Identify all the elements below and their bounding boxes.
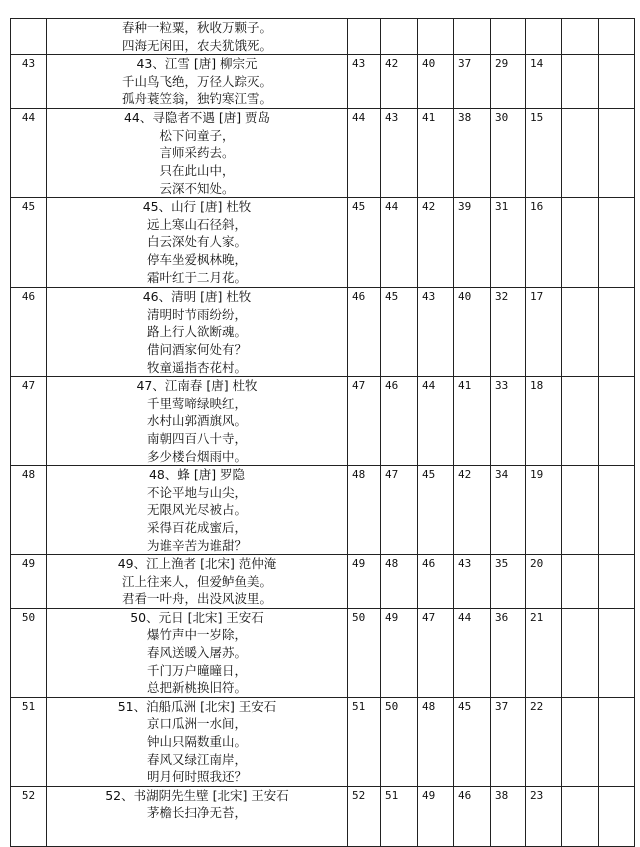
- number-cell: 49: [348, 555, 381, 609]
- number-cell: 19: [526, 466, 562, 555]
- number-cell: 45: [348, 198, 381, 288]
- number-cell: [599, 377, 635, 466]
- poem-line: 爆竹声中一岁除，: [146, 627, 247, 643]
- poem-cell: [47, 608, 348, 697]
- number-cell: 30: [491, 109, 526, 198]
- poem-line: 千里莺啼绿映红，: [146, 395, 247, 411]
- number-cell: [562, 198, 599, 288]
- number-cell: 43: [381, 109, 418, 198]
- number-cell: 48: [381, 555, 418, 609]
- number-cell: 47: [381, 466, 418, 555]
- number-cell: 21: [526, 608, 562, 697]
- number-cell: 17: [526, 288, 562, 377]
- poem-title: 45、山行 [唐] 杜牧: [142, 199, 252, 215]
- number-cell: [562, 786, 599, 846]
- poem-line: 钟山只隔数重山。: [146, 734, 247, 750]
- row-index: 52: [11, 786, 47, 846]
- table-row: [11, 466, 635, 555]
- poem-line: 清明时节雨纷纷，: [146, 306, 247, 322]
- row-index: [11, 19, 47, 55]
- number-cell: 46: [418, 555, 454, 609]
- row-index: 50: [11, 608, 47, 697]
- poem-line: 江上往来人，但爱鲈鱼美。: [121, 573, 272, 589]
- number-cell: 38: [454, 109, 491, 198]
- number-cell: [599, 466, 635, 555]
- number-cell: 50: [348, 608, 381, 697]
- number-cell: 32: [491, 288, 526, 377]
- poem-cell: [47, 555, 348, 609]
- number-cell: [562, 109, 599, 198]
- poem-line: 松下问童子，: [159, 127, 235, 143]
- number-cell: 44: [418, 377, 454, 466]
- number-cell: 44: [454, 608, 491, 697]
- number-cell: 37: [454, 55, 491, 109]
- poem-line: 不论平地与山尖，: [146, 484, 247, 500]
- number-cell: [562, 697, 599, 786]
- number-cell: 42: [418, 198, 454, 288]
- number-cell: [599, 288, 635, 377]
- number-cell: 49: [418, 786, 454, 846]
- table-row: [11, 198, 635, 288]
- poem-line: 远上寒山石径斜，: [146, 216, 247, 232]
- poem-line: 借问酒家何处有？: [146, 341, 247, 357]
- poem-line: 春种一粒粟，秋收万颗子。: [121, 20, 272, 35]
- poem-line: 无限风光尽被占。: [146, 502, 247, 518]
- poem-title: 49、江上渔者 [北宋] 范仲淹: [117, 556, 277, 572]
- number-cell: 46: [381, 377, 418, 466]
- row-index: 47: [11, 377, 47, 466]
- number-cell: 39: [454, 198, 491, 288]
- number-cell: [348, 19, 381, 55]
- number-cell: [562, 19, 599, 55]
- poem-line: 千山鸟飞绝，万径人踪灭。: [121, 73, 272, 89]
- row-index: 48: [11, 466, 47, 555]
- number-cell: 51: [348, 697, 381, 786]
- poem-line: 采得百花成蜜后，: [146, 519, 247, 535]
- poem-cell: [47, 466, 348, 555]
- poem-line: 春风又绿江南岸，: [146, 751, 247, 767]
- poem-line: 路上行人欲断魂。: [146, 324, 247, 340]
- number-cell: [491, 19, 526, 55]
- number-cell: 48: [418, 697, 454, 786]
- poem-cell: [47, 55, 348, 109]
- number-cell: 43: [418, 288, 454, 377]
- poem-cell: [47, 109, 348, 198]
- row-index: 49: [11, 555, 47, 609]
- poem-title: 50、元日 [北宋] 王安石: [130, 609, 264, 625]
- poem-line: 为谁辛苦为谁甜？: [146, 537, 247, 553]
- number-cell: [562, 377, 599, 466]
- number-cell: 46: [348, 288, 381, 377]
- poem-line: 春风送暖入屠苏。: [146, 645, 247, 661]
- table-row: [11, 377, 635, 466]
- number-cell: 20: [526, 555, 562, 609]
- number-cell: 50: [381, 697, 418, 786]
- number-cell: 45: [454, 697, 491, 786]
- number-cell: 40: [454, 288, 491, 377]
- number-cell: 38: [491, 786, 526, 846]
- poem-line: 君看一叶舟，出没风波里。: [121, 591, 272, 607]
- number-cell: [599, 786, 635, 846]
- poem-line: 明月何时照我还？: [146, 769, 247, 785]
- number-cell: [418, 19, 454, 55]
- poem-line: 四海无闲田，农夫犹饿死。: [121, 37, 272, 53]
- number-cell: 44: [348, 109, 381, 198]
- number-cell: 37: [491, 697, 526, 786]
- poem-line: 牧童遥指杏花村。: [146, 359, 247, 375]
- poem-title: 51、泊船瓜洲 [北宋] 王安石: [117, 698, 277, 714]
- number-cell: 14: [526, 55, 562, 109]
- poem-line: 白云深处有人家。: [146, 234, 247, 250]
- poem-line: 水村山郭酒旗风。: [146, 413, 247, 429]
- number-cell: 22: [526, 697, 562, 786]
- number-cell: 43: [454, 555, 491, 609]
- poem-line: 总把新桃换旧符。: [146, 680, 247, 696]
- poem-table: [10, 18, 635, 847]
- number-cell: 16: [526, 198, 562, 288]
- table-row: [11, 608, 635, 697]
- poem-line: 霜叶红于二月花。: [146, 269, 247, 285]
- number-cell: 15: [526, 109, 562, 198]
- poem-line: 南朝四百八十寺，: [146, 430, 247, 446]
- poem-cell: [47, 198, 348, 288]
- number-cell: 42: [381, 55, 418, 109]
- poem-line: 停车坐爱枫林晚，: [146, 251, 247, 267]
- number-cell: [599, 198, 635, 288]
- poem-title: 43、江雪 [唐] 柳宗元: [136, 56, 258, 72]
- poem-line: 千门万户曈曈日，: [146, 662, 247, 678]
- poem-cell: [47, 697, 348, 786]
- number-cell: 18: [526, 377, 562, 466]
- number-cell: [526, 19, 562, 55]
- number-cell: 52: [348, 786, 381, 846]
- number-cell: 47: [418, 608, 454, 697]
- number-cell: 49: [381, 608, 418, 697]
- poem-line: 多少楼台烟雨中。: [146, 448, 247, 464]
- number-cell: 40: [418, 55, 454, 109]
- table-row: [11, 786, 635, 846]
- number-cell: [562, 288, 599, 377]
- poem-line: 京口瓜洲一水间，: [146, 716, 247, 732]
- number-cell: 47: [348, 377, 381, 466]
- number-cell: [599, 555, 635, 609]
- number-cell: [599, 55, 635, 109]
- poem-cell: [47, 377, 348, 466]
- poem-cell: [47, 288, 348, 377]
- poem-line: 茅檐长扫净无苔，: [146, 805, 247, 821]
- number-cell: [599, 608, 635, 697]
- poem-title: 44、寻隐者不遇 [唐] 贾岛: [123, 110, 271, 126]
- number-cell: [381, 19, 418, 55]
- number-cell: 31: [491, 198, 526, 288]
- number-cell: [562, 466, 599, 555]
- poem-cell: [47, 786, 348, 846]
- poem-title: 52、书湖阴先生壁 [北宋] 王安石: [105, 787, 289, 803]
- number-cell: 45: [418, 466, 454, 555]
- poem-title: 48、蜂 [唐] 罗隐: [148, 467, 246, 483]
- number-cell: [599, 19, 635, 55]
- number-cell: [599, 697, 635, 786]
- number-cell: [599, 109, 635, 198]
- number-cell: 23: [526, 786, 562, 846]
- table-row: [11, 19, 635, 55]
- table-row: [11, 109, 635, 198]
- number-cell: 33: [491, 377, 526, 466]
- number-cell: 41: [418, 109, 454, 198]
- number-cell: 43: [348, 55, 381, 109]
- number-cell: 44: [381, 198, 418, 288]
- poem-line: 云深不知处。: [159, 180, 235, 196]
- number-cell: 42: [454, 466, 491, 555]
- number-cell: [562, 608, 599, 697]
- number-cell: 46: [454, 786, 491, 846]
- row-index: 51: [11, 697, 47, 786]
- poem-title: 47、江南春 [唐] 杜牧: [136, 378, 258, 394]
- number-cell: 29: [491, 55, 526, 109]
- number-cell: [562, 55, 599, 109]
- poem-line: 孤舟蓑笠翁，独钓寒江雪。: [121, 91, 272, 107]
- number-cell: [454, 19, 491, 55]
- table-row: [11, 697, 635, 786]
- row-index: 43: [11, 55, 47, 109]
- number-cell: 45: [381, 288, 418, 377]
- number-cell: 51: [381, 786, 418, 846]
- table-row: [11, 555, 635, 609]
- poem-line: 只在此山中，: [159, 162, 235, 178]
- number-cell: 34: [491, 466, 526, 555]
- row-index: 46: [11, 288, 47, 377]
- table-row: [11, 288, 635, 377]
- number-cell: 36: [491, 608, 526, 697]
- table-row: [11, 55, 635, 109]
- poem-cell: [47, 19, 348, 55]
- poem-title: 46、清明 [唐] 杜牧: [142, 289, 252, 305]
- number-cell: [562, 555, 599, 609]
- row-index: 45: [11, 198, 47, 288]
- number-cell: 41: [454, 377, 491, 466]
- number-cell: 48: [348, 466, 381, 555]
- row-index: 44: [11, 109, 47, 198]
- number-cell: 35: [491, 555, 526, 609]
- poem-line: 言师采药去。: [159, 145, 235, 161]
